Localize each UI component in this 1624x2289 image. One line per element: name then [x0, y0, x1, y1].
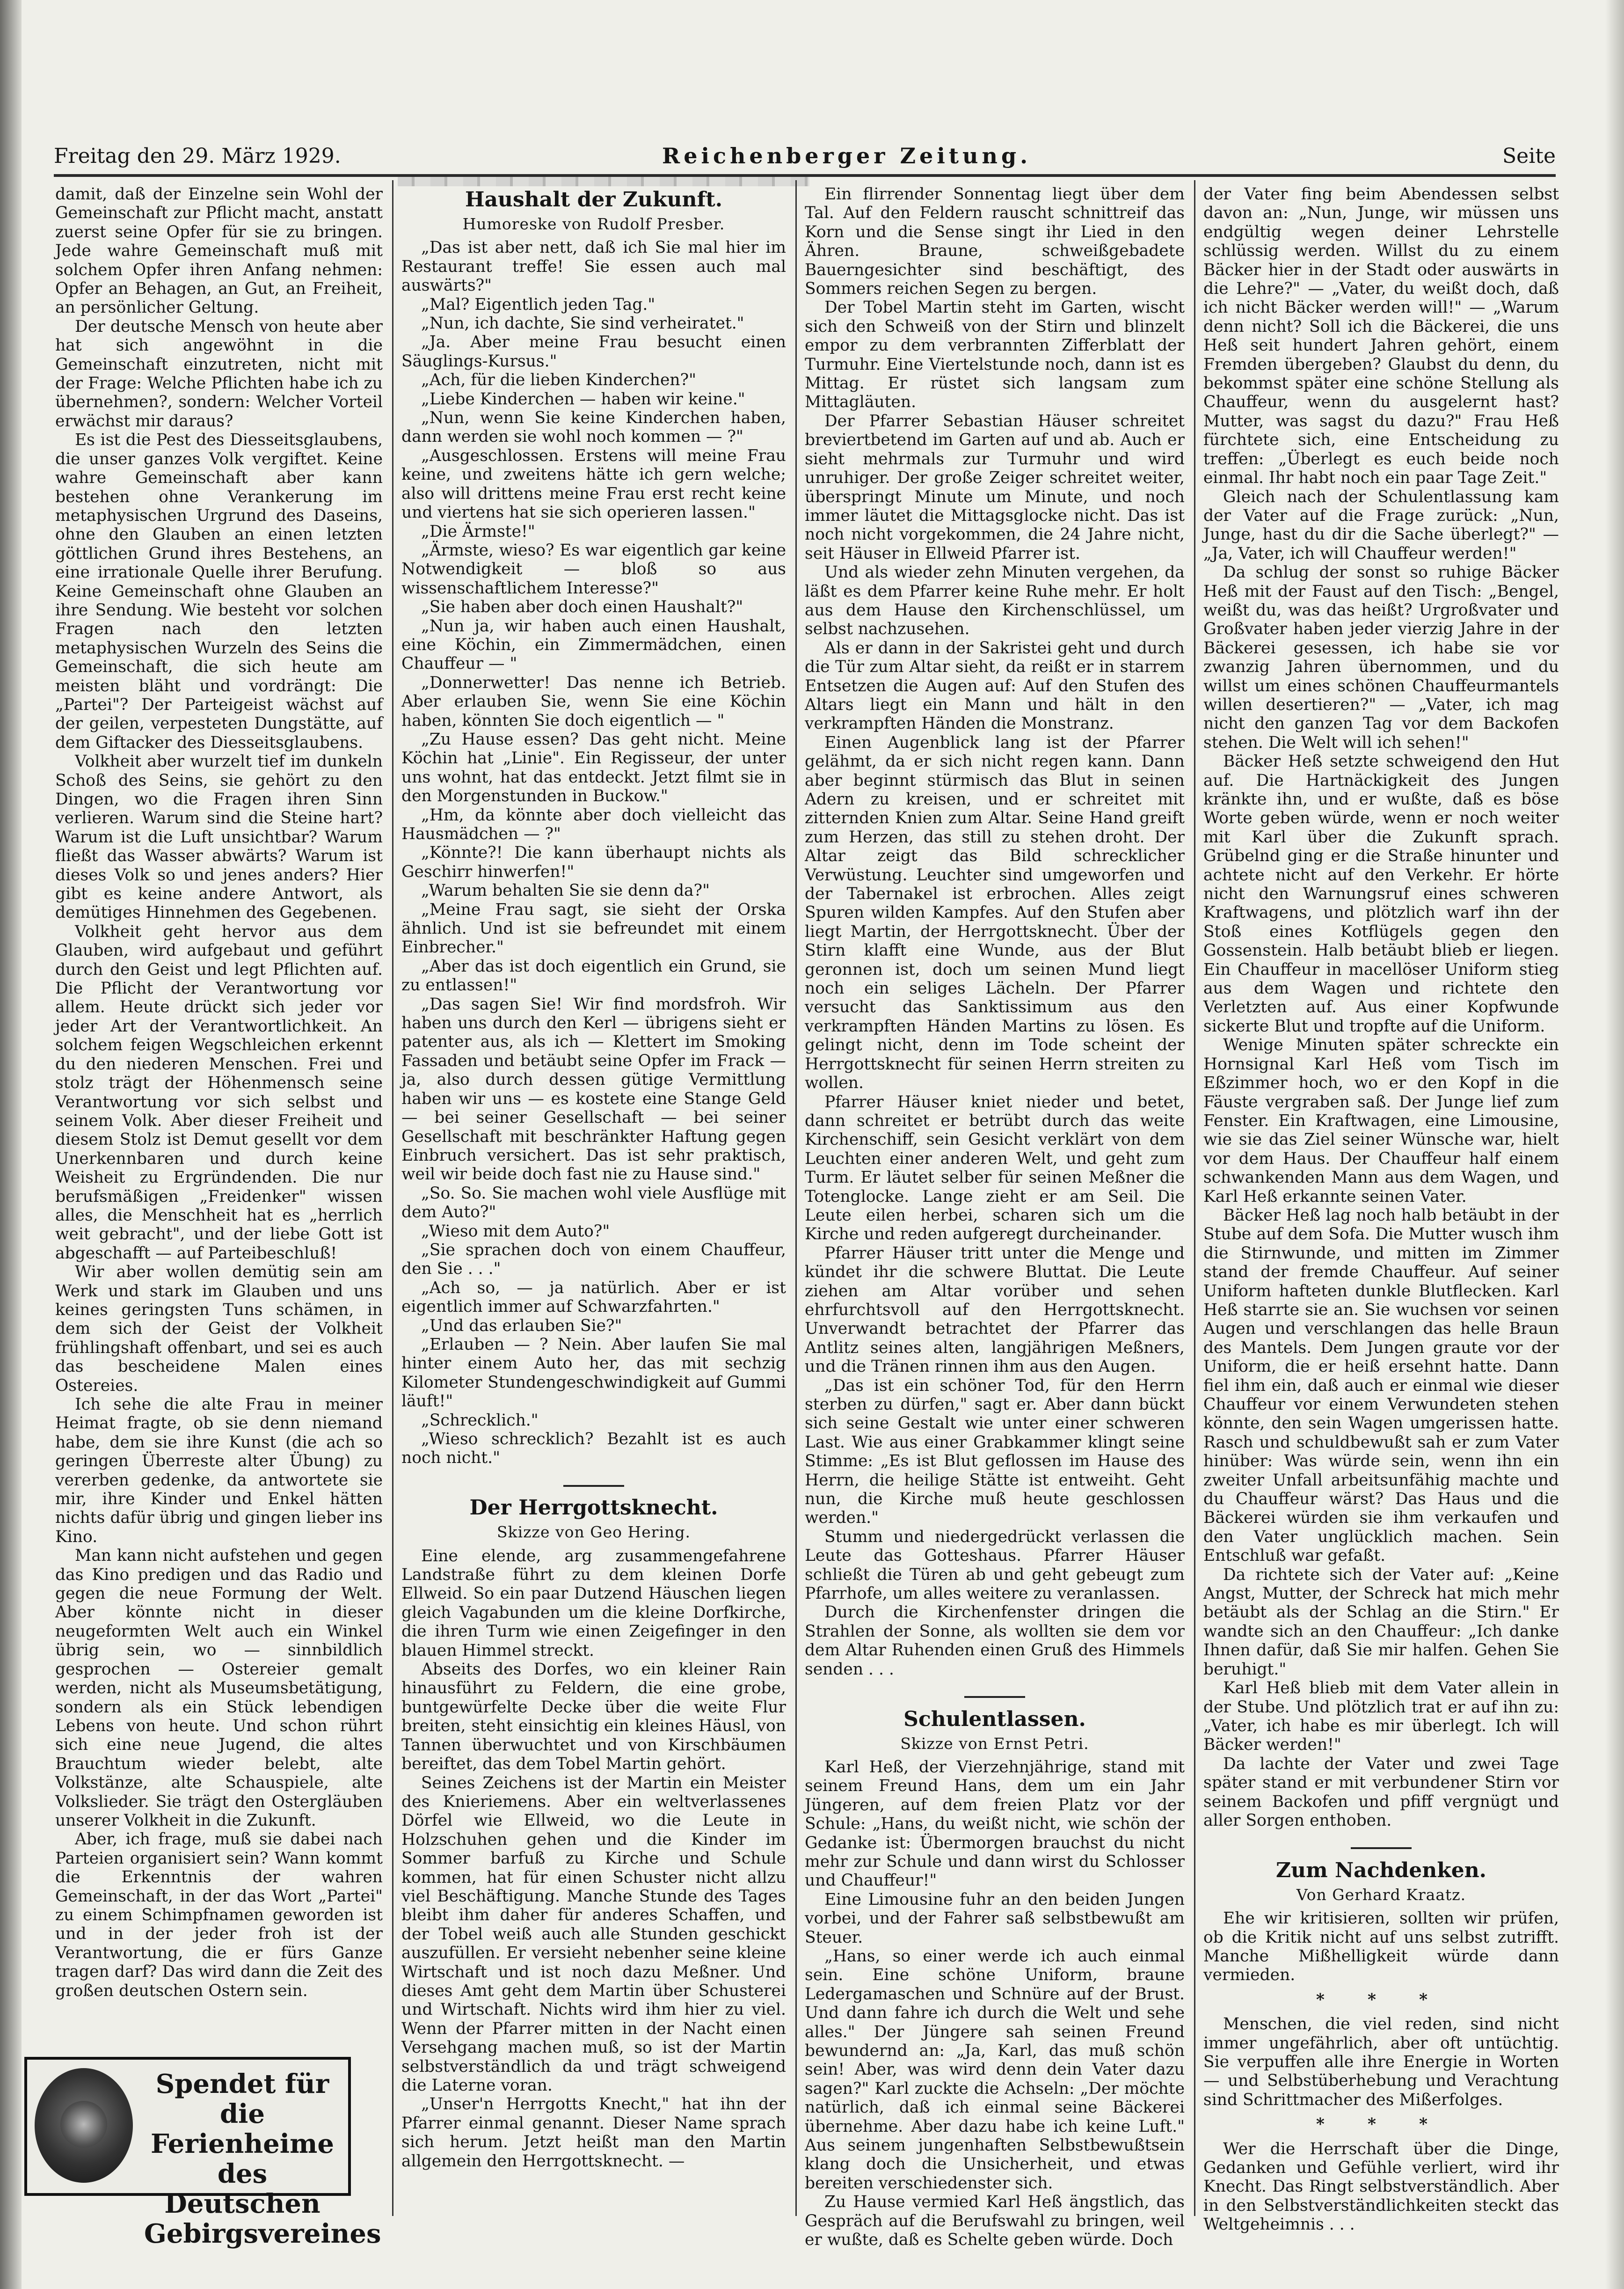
- page-edge: [1605, 0, 1624, 2289]
- column-2: [401, 185, 786, 2211]
- paragraph: Wenige Minuten später schreckte ein Hornsignal Karl Heß vom Tisch im Eßzimmer hoch, wo er den Kopf in die Fäuste vergraben saß. Der Junge lief zum Fenster. Ein Kraftwagen, eine Limousine, wie sie das Ziel seiner Wünsche war, hielt vor dem Haus. Der Chauffeur half einem schwankenden Mann aus dem Wagen, und Karl Heß erkannte seinen Vater.: [1203, 1036, 1559, 1206]
- article-title: Der Herrgottsknecht.: [469, 1496, 718, 1520]
- paragraph: der Vater fing beim Abendessen selbst davon an: „Nun, Junge, wir müssen uns endgültig wegen deiner Lehrstelle schlüssig werden. Willst du zu einem Bäcker hier in der Stadt oder auswärts in die Lehre?" — „Vater, du weißt doch, daß ich nicht Bäcker werden will!" — „Warum denn nicht? Soll ich die Bäckerei, die uns Heß seit hundert Jahren gehört, einem Fremden übergeben? Glaubst du denn, du bekommst später eine schöne Stellung als Chauffeur, wenn du ausgelernt hast? Mutter, was sagst du dazu?" Frau Heß fürchtete sich, eine Entscheidung zu treffen: „Überlegt es euch beide noch einmal. Ihr habt noch ein paar Tage Zeit.": [1203, 185, 1559, 488]
- paragraph: Abseits des Dorfes, wo ein kleiner Rain hinausführt zu Feldern, die eine grobe, buntgewürfelte Decke über die weite Flur breiten, steht einsichtig ein kleines Häusl, von Tannen überwuchtet und von Kirschbäumen bereiftet, das dem Tobel Martin gehört.: [401, 1660, 786, 1774]
- paragraph: „So. So. Sie machen wohl viele Ausflüge mit dem Auto?": [401, 1184, 786, 1222]
- paragraph: Karl Heß, der Vierzehnjährige, stand mit seinem Freund Hans, dem um ein Jahr Jüngeren, auf dem freien Platz vor der Schule: „Hans, du weißt nicht, wie schön der Gedanke ist: Übermorgen brauchst du nicht mehr zur Schule und dann wirst du Schlosser und Chauffeur!": [805, 1757, 1185, 1890]
- paragraph: Es ist die Pest des Diesseitsglaubens, die unser ganzes Volk vergiftet. Keine wahre Gemeinschaft aber kann bestehen ohne Verankerung im metaphysischen Urgrund des Daseins, ohne den Glauben an einen letzten göttlichen Grund ihres Bestehens, an eine irrationale Quelle ihrer Berufung. Keine Gemeinschaft ohne Glauben an ihre Sendung. Wie besteht vor solchen Fragen nach den letzten metaphysischen Wurzeln des Seins die Gemeinschaft, die sich heute am meisten bläht und vordrängt: Die „Partei"? Der Parteigeist wächst auf der geilen, verpesteten Dungstätte, auf dem Giftacker des Diesseitsglaubens.: [55, 431, 383, 752]
- article-separator: [805, 1683, 1185, 1702]
- paragraph: „Das ist aber nett, daß ich Sie mal hier im Restaurant treffe! Sie essen auch mal auswärts?": [401, 238, 786, 295]
- paragraph: Volkheit aber wurzelt tief im dunkeln Schoß des Seins, sie gehört zu den Dingen, wo die Fragen ihren Sinn verlieren. Warum sind die Steine hart? Warum ist die Luft unsichtbar? Warum fließt das Wasser abwärts? Warum ist dieses Volk so und jenes anders? Hier gibt es keine andere Antwort, als demütiges Hinnehmen des Gegebenen.: [55, 752, 383, 922]
- paragraph: „Ach so, — ja natürlich. Aber er ist eigentlich immer auf Schwarzfahrten.": [401, 1278, 786, 1316]
- issue-date: Freitag den 29. März 1929.: [54, 144, 341, 168]
- article-byline: Von Gerhard Kraatz.: [1296, 1885, 1466, 1904]
- paragraph: „Sie haben aber doch einen Haushalt?": [421, 598, 743, 617]
- column-rule: [795, 180, 797, 2216]
- advertisement-box: [24, 2057, 381, 2249]
- paragraph: Volkheit geht hervor aus dem Glauben, wird aufgebaut und geführt durch den Geist und legt Pflichten auf. Die Pflicht der Verantwortung vor allem. Heute drückt sich jeder vor jeder Art der Verantwortlichkeit. An solchem feigen Wegschleichen erkennt du den niederen Menschen. Frei und stolz trägt der Höhenmensch seine Verantwortung vor sich selbst und seinem Volk. Aber dieser Freiheit und diesem Stolz ist Demut gesellt vor dem Unerkennbaren und durch keine Weisheit zu Ergründenden. Die nur berufsmäßigen „Freidenker" wissen alles, die Menschheit hat es „herrlich weit gebracht", und der liebe Gott ist abgeschafft — auf Parteibeschluß!: [55, 922, 383, 1263]
- article-title: Schulentlassen.: [903, 1707, 1086, 1731]
- paragraph: „Nun ja, wir haben auch einen Haushalt, eine Köchin, ein Zimmermädchen, einen Chauffeur — ": [401, 616, 786, 673]
- paragraph: Seines Zeichens ist der Martin ein Meister des Knieriemens. Aber ein weltverlassenes Dörfel wie Ellweid, wo die Leute in Holzschuhen gehen und die Kinder im Sommer barfuß zu Kirche und Schule kommen, hat für einen Schuster nicht allzu viel Beschäftigung. Manche Stunde des Tages bleibt ihm daher für anderes Schaffen, und der Tobel weiß auch alle Stunden geschickt auszufüllen. Er versieht nebenher seine kleine Wirtschaft und ist noch dazu Meßner. Und dieses Amt geht dem Martin über Schusterei und Wirtschaft. Nichts wird ihm hier zu viel. Wenn der Pfarrer mitten in der Nacht einen Versehgang machen muß, so ist der Martin selbstverständlich da und trägt schweigend die Laterne voran.: [401, 1773, 786, 2095]
- column-4: [1203, 185, 1559, 2234]
- paragraph: „Ausgeschlossen. Erstens will meine Frau keine, und zweitens hätte ich gern welche; also will drittens meine Frau erst recht keine und viertens hat sie sich operieren lassen.": [401, 446, 786, 522]
- paragraph: Ich sehe die alte Frau in meiner Heimat fragte, ob sie denn niemand habe, dem sie ihre Kunst (die ach so geringen Überreste alter Übung) zu vererben gedenke, da antwortete sie mir, ihre Kinder und Enkel hätten nichts dafür übrig und gingen lieber ins Kino.: [55, 1395, 383, 1546]
- paragraph: Ein flirrender Sonnentag liegt über dem Tal. Auf den Feldern rauscht schnittreif das Korn und die Sense singt ihr Lied in den Ähren. Braune, schweißgebadete Bauerngesichter sind beschäftigt, des Sommers reichen Segen zu bergen.: [805, 185, 1185, 299]
- paragraph: Pfarrer Häuser kniet nieder und betet, dann schreitet er betrübt durch das weite Kirchenschiff, sein Gesicht verklärt von dem Leuchten einer anderen Welt, und geht zum Turm. Er läutet selber für seinen Meßner die Totenglocke. Lange zieht er am Seil. Die Leute eilen herbei, scharen sich um die Kirche und reden aufgeregt durcheinander.: [805, 1092, 1185, 1244]
- column-3: [805, 185, 1185, 2250]
- paragraph: „Nun, ich dachte, Sie sind verheiratet.": [421, 314, 744, 333]
- paragraph: Aber, ich frage, muß sie dabei nach Parteien organisiert sein? Wann kommt die Erkenntnis der wahren Gemeinschaft, in der das Wort „Partei" zu einem Schimpfnamen geworden ist und in der jeder froh ist der Verantwortung, die er fürs Ganze tragen darf? Das wird dann die Zeit des großen deutschen Ostern sein.: [55, 1830, 383, 2000]
- paragraph: „Erlauben — ? Nein. Aber laufen Sie mal hinter einem Auto her, das mit sechzig Kilometer Stundengeschwindigkeit auf Gummi läuft!": [401, 1335, 786, 1411]
- paragraph: Eine Limousine fuhr an den beiden Jungen vorbei, und der Fahrer saß selbstbewußt am Steuer.: [805, 1890, 1185, 1947]
- paragraph: „Hans, so einer werde ich auch einmal sein. Eine schöne Uniform, braune Ledergamaschen und Schnüre auf der Brust. Und dann fahre ich durch die Welt und sehe alles." Der Jüngere sah seinen Freund bewundernd an: „Ja, Karl, das muß schön sein! Aber, was wird denn dein Vater dazu sagen?" Karl zuckte die Achseln: „Der möchte natürlich, daß ich einmal seine Bäckerei übernehme. Aber dazu habe ich keine Luft." Aus seinem jungenhaften Selbstbewußtsein klang doch die Unsicherheit, und etwas bereiten verschiedenster sich.: [805, 1946, 1185, 2193]
- paragraph: Pfarrer Häuser tritt unter die Menge und kündet ihr die schwere Bluttat. Die Leute ziehen am Altar vorüber und sehen ehrfurchtsvoll auf den Herrgottsknecht. Unverwandt betrachtet der Pfarrer das Antlitz seines alten, langjährigen Meßners, und die Tränen rinnen ihm aus den Augen.: [805, 1243, 1185, 1376]
- paragraph: „Ach, für die lieben Kinderchen?": [421, 371, 696, 390]
- paragraph: „Donnerwetter! Das nenne ich Betrieb. Aber erlauben Sie, wenn Sie eine Köchin haben, könnten Sie doch eigentlich — ": [401, 673, 786, 730]
- paragraph: Man kann nicht aufstehen und gegen das Kino predigen und das Radio und gegen die neue Formung der Welt. Aber könnte nicht in dieser neugeformten Welt auch ein Winkel übrig sein, wo — sinnbildlich gesprochen — Ostereier gemalt werden, nicht als Museumsbetätigung, sondern als ein Stück lebendigen Lebens von heute. Und schon rührt sich eine neue Jugend, die altes Brauchtum wieder belebt, alte Volkstänze, alte Schauspiele, alte Volkslieder. Sie trägt den Ostergläuben unserer Volkheit in die Zukunft.: [55, 1546, 383, 1830]
- paragraph: „Ja. Aber meine Frau besucht einen Säuglings-Kursus.": [401, 333, 786, 371]
- article-title: Haushalt der Zukunft.: [465, 188, 723, 212]
- paragraph: „Die Ärmste!": [421, 522, 535, 541]
- paragraph: Und als wieder zehn Minuten vergehen, da läßt es dem Pfarrer keine Ruhe mehr. Er holt aus dem Hause den Kirchenschlüssel, um selbst nachzusehen.: [805, 563, 1185, 639]
- paragraph: „Warum behalten Sie sie denn da?": [421, 881, 710, 900]
- paragraph: damit, daß der Einzelne sein Wohl der Gemeinschaft zur Pflicht macht, anstatt zuerst seine Opfer für sie zu bringen. Jede wahre Gemeinschaft muß mit solchem Opfer ihren Anfang nehmen: Opfer an Behagen, an Gut, an Freiheit, an persönlicher Geltung.: [55, 185, 383, 317]
- paragraph: „Könnte?! Die kann überhaupt nichts als Geschirr hinwerfen!": [401, 843, 786, 881]
- article-byline: Skizze von Geo Hering.: [497, 1523, 691, 1542]
- paragraph: „Und das erlauben Sie?": [421, 1316, 622, 1335]
- stars-separator: * * *: [1316, 1990, 1447, 2009]
- edelweiss-emblem-icon: [35, 2068, 133, 2183]
- advertisement-text: Spendet für die Ferienheime des Deutschen Gebirgsvereines: [144, 2069, 381, 2249]
- paragraph: Wir aber wollen demütig sein am Werk und stark im Glauben und uns keines geringsten Tuns schämen, in dem sich der Geist der Volkheit frühlingshaft offenbart, und sei es auch das bescheidene Malen eines Ostereies.: [55, 1263, 383, 1395]
- paragraph: „Wieso schrecklich? Bezahlt ist es auch noch nicht.": [401, 1430, 786, 1468]
- paragraph: Stumm und niedergedrückt verlassen die Leute das Gotteshaus. Pfarrer Häuser schließt die Türen ab und geht gebeugt zum Pfarrhofe, um alles weitere zu veranlassen.: [805, 1527, 1185, 1603]
- paragraph: Karl Heß blieb mit dem Vater allein in der Stube. Und plötzlich trat er auf ihn zu: „Vater, ich habe es mir überlegt. Ich will Bäcker werden!": [1203, 1679, 1559, 1755]
- paragraph: Da richtete sich der Vater auf: „Keine Angst, Mutter, der Schreck hat mich mehr betäubt als der Schlag an die Stirn." Er wandte sich an den Chauffeur: „Ich danke Ihnen dafür, daß Sie mir halfen. Gehen Sie beruhigt.": [1203, 1565, 1559, 1679]
- article-byline: Skizze von Ernst Petri.: [900, 1734, 1089, 1753]
- page-binding-shadow: [0, 0, 22, 2289]
- running-head: [54, 140, 1556, 178]
- paragraph: Menschen, die viel reden, sind nicht immer ungefährlich, aber oft untüchtig. Sie verpuffen alle ihre Energie in Worten — und Selbstüberhebung und Verachtung sind Schrittmacher des Mißerfolges.: [1203, 2015, 1559, 2109]
- paragraph: „Mal? Eigentlich jeden Tag.": [421, 295, 655, 314]
- paragraph: „Sie sprachen doch von einem Chauffeur, den Sie . . .": [401, 1240, 786, 1279]
- article-byline: Humoreske von Rudolf Presber.: [462, 215, 725, 233]
- paragraph: Durch die Kirchenfenster dringen die Strahlen der Sonne, als wollten sie dem vor dem Altar Ruhenden einen Gruß des Himmels senden . . .: [805, 1603, 1185, 1679]
- paragraph: Bäcker Heß setzte schweigend den Hut auf. Die Hartnäckigkeit des Jungen kränkte ihn, und er wußte, daß es böse Worte geben würde, wenn er noch weiter mit Karl über die Zukunft sprach. Grübelnd ging er die Straße hinunter und achtete nicht auf den Verkehr. Er hörte nicht den Warnungsruf eines schweren Kraftwagens, und plötzlich warf ihn der Stoß eines Kotflügels gegen den Gossenstein. Halb betäubt blieb er liegen. Ein Chauffeur in macellöser Uniform stieg aus dem Wagen und richtete den Verletzten auf. Aus einer Kopfwunde sickerte Blut und tropfte auf die Uniform.: [1203, 752, 1559, 1036]
- column-rule: [1194, 180, 1195, 2216]
- paragraph: „Wieso mit dem Auto?": [421, 1221, 610, 1241]
- stars-separator: * * *: [1316, 2115, 1447, 2134]
- paragraph: Wer die Herrschaft über die Dinge, Gedanken und Gefühle verliert, wird ihr Knecht. Das Ringt selbstverständlich. Aber in den Selbstverständlichkeiten steckt das Weltgeheimnis . . .: [1203, 2139, 1559, 2234]
- paragraph: „Das sagen Sie! Wir find mordsfroh. Wir haben uns durch den Kerl — übrigens sieht er patenter aus, als ich — Klettert im Smoking Fassaden und betäubt seine Opfer im Frack — ja, also durch dessen gütige Vermittlung haben wir uns — es kostete eine Stange Geld — bei seiner Gesellschaft — bei seiner Gesellschaft mit beschränkter Haftung gegen Einbruch versichert. Das ist sehr praktisch, weil wir beide doch fast nie zu Hause sind.": [401, 995, 786, 1184]
- paragraph: „Schrecklich.": [421, 1411, 539, 1430]
- paragraph: „Nun, wenn Sie keine Kinderchen haben, dann werden sie wohl noch kommen — ?": [401, 409, 786, 446]
- paragraph: Der Pfarrer Sebastian Häuser schreitet breviertbetend im Garten auf und ab. Auch er sieht mehrmals zur Turmuhr und wird unruhiger. Der große Zeiger schreitet weiter, überspringt Minute um Minute, und noch immer läutet die Mittagsglocke nicht. Das ist noch nicht vorgekommen, die 24 Jahre nicht, seit Häuser in Ellweid Pfarrer ist.: [805, 411, 1185, 563]
- page-label: Seite: [1502, 144, 1556, 168]
- paragraph: „Unser'n Herrgotts Knecht," hat ihn der Pfarrer einmal genannt. Dieser Name sprach sich herum. Jetzt heißt man den Martin allgemein den Herrgottsknecht. —: [401, 2095, 786, 2171]
- article-separator: [401, 1472, 786, 1491]
- paragraph: „Das ist ein schöner Tod, für den Herrn sterben zu dürfen," sagt er. Aber dann bückt sich seine Gestalt wie unter einer schweren Last. Wie aus einer Grabkammer klingt seine Stimme: „Es ist Blut geflossen im Hause des Herrn, die heilige Stätte ist entweiht. Geht nun, die Kirche muß heute geschlossen werden.": [805, 1376, 1185, 1528]
- paragraph: Der deutsche Mensch von heute aber hat sich angewöhnt in die Gemeinschaft einzutreten, nicht mit der Frage: Welche Pflichten habe ich zu übernehmen?, sondern: Welcher Vorteil erwächst mir daraus?: [55, 317, 383, 431]
- paragraph: Da lachte der Vater und zwei Tage später stand er mit verbundener Stirn vor seinem Backofen und pfiff vergnügt und aller Sorgen enthoben.: [1203, 1754, 1559, 1830]
- paragraph: „Aber das ist doch eigentlich ein Grund, sie zu entlassen!": [401, 957, 786, 995]
- paragraph: Der Tobel Martin steht im Garten, wischt sich den Schweiß von der Stirn und blinzelt empor zu dem verbrannten Zifferblatt der Turmuhr. Eine Viertelstunde noch, dann ist es Mittag. Er rüstet sich langsam zum Mittagläuten.: [805, 298, 1185, 412]
- article-separator: [1203, 1835, 1559, 1853]
- paragraph: Einen Augenblick lang ist der Pfarrer gelähmt, da er sich nicht regen kann. Dann aber beginnt stürmisch das Blut in seinen Adern zu kreisen, und er schreitet mit zitternden Knien zum Altar. Seine Hand greift zum Herzen, das still zu stehen droht. Der Altar zeigt das Bild schrecklicher Verwüstung. Leuchter sind umgeworfen und der Tabernakel ist erbrochen. Alles zeigt Spuren wilden Kampfes. Auf den Stufen aber liegt Martin, der Herrgottsknecht. Über der Stirn klafft eine Wunde, aus der Blut geronnen ist, doch um seinen Mund liegt noch ein seliges Lächeln. Der Pfarrer versucht das Sanktissimum aus den verkrampften Händen Martins zu lösen. Es gelingt nicht, denn im Tode scheint der Herrgottsknecht für seinen Herrn streiten zu wollen.: [805, 733, 1185, 1093]
- paragraph: Eine elende, arg zusammengefahrene Landstraße führt zu dem kleinen Dorfe Ellweid. So ein paar Dutzend Häuschen liegen gleich Vagabunden um die kleine Dorfkirche, die ihren Turm wie einen Zeigefinger in den blauen Himmel streckt.: [401, 1546, 786, 1660]
- paragraph: Da schlug der sonst so ruhige Bäcker Heß mit der Faust auf den Tisch: „Bengel, weißt du, was das heißt? Urgroßvater und Großvater haben jeder vierzig Jahre in der Bäckerei gesessen, ich habe sie vor zwanzig Jahren übernommen, und du willst um eines schönen Chauffeurmantels willen desertieren?" — „Vater, ich mag nicht den ganzen Tag vor dem Backofen stehen. Die Welt will ich sehen!": [1203, 563, 1559, 752]
- paragraph: Ehe wir kritisieren, sollten wir prüfen, ob die Kritik nicht auf uns selbst zutrifft. Manche Mißhelligkeit würde dann vermieden.: [1203, 1909, 1559, 1985]
- newspaper-title: Reichenberger Zeitung.: [662, 143, 1032, 168]
- paragraph: „Liebe Kinderchen — haben wir keine.": [421, 389, 745, 409]
- article-title: Zum Nachdenken.: [1275, 1858, 1487, 1882]
- column-1: [55, 185, 383, 2052]
- paragraph: Bäcker Heß lag noch halb betäubt in der Stube auf dem Sofa. Die Mutter wusch ihm die Stirnwunde, und mitten im Zimmer stand der fremde Chauffeur. Auf seiner Uniform hafteten dunkle Blutflecken. Karl Heß starrte sie an. Sie wuchsen vor seinen Augen und verschlangen das helle Braun des Mantels. Dem Jungen graute vor der Uniform, die er heiß ersehnt hatte. Dann fiel ihm ein, daß auch er einmal wie dieser Chauffeur vor einem Verwundeten stehen könnte, den sein Wagen umgerissen hatte. Rasch und schuldbewußt sah er zum Vater hinüber: Was würde sein, wenn ihn ein zweiter Unfall arbeitsunfähig machte und du Chauffeur wärst? Das Haus und die Bäckerei würden sie ihm verkaufen und den Vater unglücklich machen. Sein Entschluß war gefaßt.: [1203, 1206, 1559, 1565]
- paragraph: Zu Hause vermied Karl Heß ängstlich, das Gespräch auf die Berufswahl zu bringen, weil er wußte, daß es Schelte geben würde. Doch: [805, 2193, 1185, 2250]
- paragraph: „Hm, da könnte aber doch vielleicht das Hausmädchen — ?": [401, 805, 786, 843]
- paragraph: Gleich nach der Schulentlassung kam der Vater auf die Frage zurück: „Nun, Junge, hast du dir die Sache überlegt?" — „Ja, Vater, ich will Chauffeur werden!": [1203, 487, 1559, 563]
- paragraph: „Zu Hause essen? Das geht nicht. Meine Köchin hat „Linie". Ein Regisseur, der unter uns wohnt, hat das entdeckt. Jetzt filmt sie in den Morgenstunden in Buckow.": [401, 730, 786, 806]
- paragraph: „Ärmste, wieso? Es war eigentlich gar keine Notwendigkeit — bloß so aus wissenschaftlichem Interesse?": [401, 541, 786, 598]
- column-rule: [392, 180, 393, 2216]
- paragraph: „Meine Frau sagt, sie sieht der Orska ähnlich. Und ist sie befreundet mit einem Einbrecher.": [401, 900, 786, 957]
- paragraph: Als er dann in der Sakristei geht und durch die Tür zum Altar sieht, da reißt er in starrem Entsetzen die Augen auf: Auf den Stufen des Altars liegt ein Mann und hält in den verkrampften Händen die Monstranz.: [805, 638, 1185, 733]
